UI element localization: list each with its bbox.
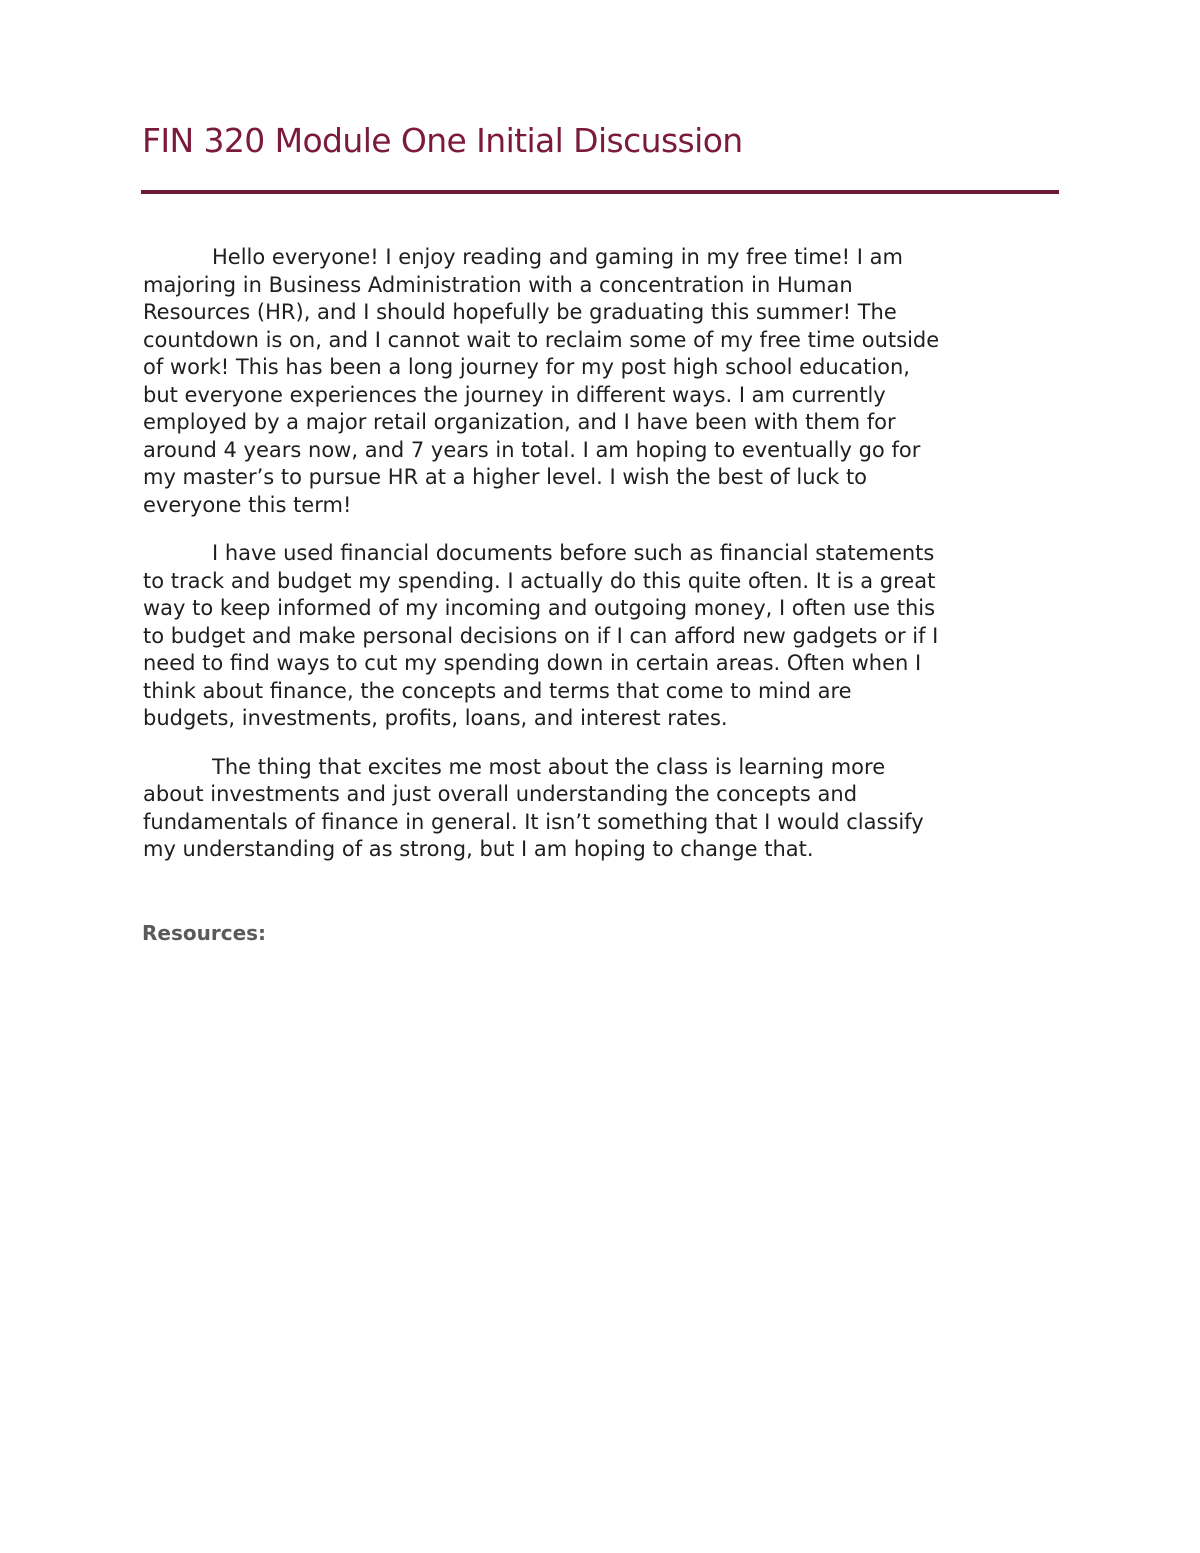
resources-heading: Resources: — [142, 921, 267, 945]
paragraph-class-excitement: The thing that excites me most about the class is learning more about investments and just overall understanding the concepts and fundamentals of finance in general. It isn’t something that I would classify my understanding of as strong, but I am hoping to change that. — [143, 754, 924, 861]
paragraph-financial-documents: I have used financial documents before such as financial statements to track and budget my spending. I actually do this quite often. It is a great way to keep informed of my incoming and outgoing money, I often use this to budget and make personal decisions on if I can afford new gadgets or if I need to find ways to cut my spending down in certain areas. Often when I think about finance, the concepts and terms that come to mind are budgets, investments, profits, loans, and interest rates. — [143, 541, 939, 730]
title-underline — [141, 190, 1059, 194]
document-body — [143, 244, 1073, 885]
paragraph-introduction: Hello everyone! I enjoy reading and gaming in my free time! I am majoring in Business Administration with a concentration in Human Resources (HR), and I should hopefully be graduating this summer! The countdown is on, and I cannot wait to reclaim some of my free time outside of work! This has been a long journey for my post high school education, but everyone experiences the journey in different ways. I am currently employed by a major retail organization, and I have been with them for around 4 years now, and 7 years in total. I am hoping to eventually go for my master’s to pursue HR at a higher level. I wish the best of luck to everyone this term! — [143, 245, 940, 517]
document-title: FIN 320 Module One Initial Discussion — [142, 121, 743, 160]
